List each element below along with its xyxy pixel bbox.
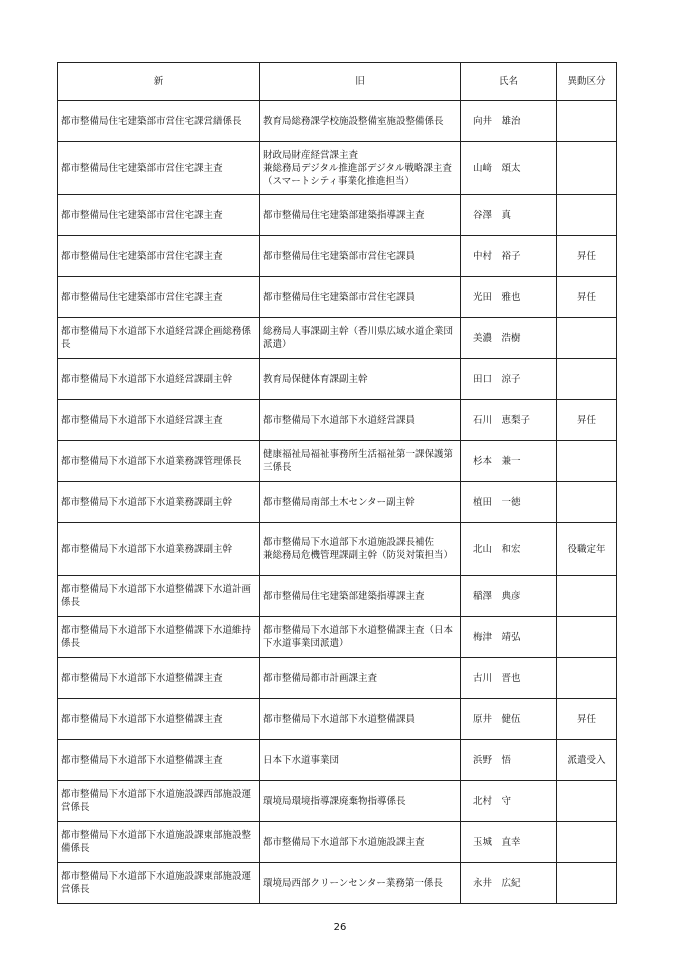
new-position-cell: 都市整備局下水道部下水道整備課主査 — [58, 658, 260, 699]
transfer-type-cell: 昇任 — [557, 400, 617, 441]
new-position-cell: 都市整備局下水道部下水道整備課主査 — [58, 699, 260, 740]
new-position-cell: 都市整備局下水道部下水道施設課東部施設運営係長 — [58, 863, 260, 904]
old-position-cell: 都市整備局住宅建築部建築指導課主査 — [260, 576, 461, 617]
employee-name-cell: 田口 涼子 — [461, 359, 557, 400]
table-row — [58, 658, 617, 699]
new-position-cell: 都市整備局下水道部下水道整備課下水道計画係長 — [58, 576, 260, 617]
old-position-cell: 都市整備局住宅建築部市営住宅課員 — [260, 236, 461, 277]
table-row — [58, 441, 617, 482]
employee-name-cell: 谷澤 真 — [461, 195, 557, 236]
old-position-cell: 都市整備局住宅建築部市営住宅課員 — [260, 277, 461, 318]
table-body — [58, 101, 617, 904]
new-position-cell: 都市整備局住宅建築部市営住宅課主査 — [58, 142, 260, 195]
table-row — [58, 277, 617, 318]
transfer-type-cell: 昇任 — [557, 236, 617, 277]
old-position-cell: 教育局総務課学校施設整備室施設整備係長 — [260, 101, 461, 142]
new-position-cell: 都市整備局下水道部下水道経営課主査 — [58, 400, 260, 441]
table-row — [58, 142, 617, 195]
employee-name-cell: 北村 守 — [461, 781, 557, 822]
transfer-type-cell — [557, 359, 617, 400]
table-row — [58, 576, 617, 617]
table-row — [58, 236, 617, 277]
header-name: 氏名 — [461, 63, 557, 101]
table-row — [58, 740, 617, 781]
old-position-cell: 都市整備局下水道部下水道施設課主査 — [260, 822, 461, 863]
table-row — [58, 822, 617, 863]
employee-name-cell: 山﨑 頌太 — [461, 142, 557, 195]
table-row — [58, 400, 617, 441]
old-position-cell: 教育局保健体育課副主幹 — [260, 359, 461, 400]
employee-name-cell: 玉城 直幸 — [461, 822, 557, 863]
old-position-cell: 環境局環境指導課廃棄物指導係長 — [260, 781, 461, 822]
new-position-cell: 都市整備局下水道部下水道施設課東部施設整備係長 — [58, 822, 260, 863]
header-new: 新 — [58, 63, 260, 101]
old-position-cell: 都市整備局住宅建築部建築指導課主査 — [260, 195, 461, 236]
employee-name-cell: 植田 一徳 — [461, 482, 557, 523]
new-position-cell: 都市整備局下水道部下水道業務課副主幹 — [58, 482, 260, 523]
new-position-cell: 都市整備局住宅建築部市営住宅課営繕係長 — [58, 101, 260, 142]
new-position-cell: 都市整備局住宅建築部市営住宅課主査 — [58, 236, 260, 277]
new-position-cell: 都市整備局下水道部下水道業務課管理係長 — [58, 441, 260, 482]
transfer-type-cell — [557, 658, 617, 699]
transfer-type-cell — [557, 142, 617, 195]
employee-name-cell: 向井 雄治 — [461, 101, 557, 142]
personnel-transfer-table — [57, 62, 617, 904]
new-position-cell: 都市整備局下水道部下水道整備課主査 — [58, 740, 260, 781]
old-position-cell: 都市整備局下水道部下水道整備課員 — [260, 699, 461, 740]
transfer-type-cell — [557, 101, 617, 142]
table-row — [58, 781, 617, 822]
transfer-type-cell — [557, 441, 617, 482]
transfer-type-cell — [557, 822, 617, 863]
old-position-cell: 都市整備局下水道部下水道施設課長補佐 兼総務局危機管理課副主幹（防災対策担当） — [260, 523, 461, 576]
new-position-cell: 都市整備局下水道部下水道整備課下水道維持係長 — [58, 617, 260, 658]
table-row — [58, 318, 617, 359]
table-row — [58, 863, 617, 904]
old-position-cell: 都市整備局下水道部下水道経営課員 — [260, 400, 461, 441]
transfer-type-cell: 昇任 — [557, 699, 617, 740]
transfer-type-cell: 昇任 — [557, 277, 617, 318]
employee-name-cell: 石川 恵梨子 — [461, 400, 557, 441]
header-transfer-type: 異動区分 — [557, 63, 617, 101]
employee-name-cell: 梅津 靖弘 — [461, 617, 557, 658]
old-position-cell: 日本下水道事業団 — [260, 740, 461, 781]
old-position-cell: 総務局人事課副主幹（香川県広域水道企業団派遣） — [260, 318, 461, 359]
transfer-type-cell — [557, 863, 617, 904]
employee-name-cell: 杉本 兼一 — [461, 441, 557, 482]
header-old: 旧 — [260, 63, 461, 101]
table-row — [58, 617, 617, 658]
transfer-type-cell — [557, 482, 617, 523]
employee-name-cell: 中村 裕子 — [461, 236, 557, 277]
transfer-type-cell — [557, 576, 617, 617]
table-row — [58, 523, 617, 576]
employee-name-cell: 稲澤 典彦 — [461, 576, 557, 617]
transfer-type-cell — [557, 195, 617, 236]
transfer-type-cell — [557, 318, 617, 359]
old-position-cell: 都市整備局下水道部下水道整備課主査（日本下水道事業団派遣） — [260, 617, 461, 658]
new-position-cell: 都市整備局住宅建築部市営住宅課主査 — [58, 195, 260, 236]
new-position-cell: 都市整備局下水道部下水道経営課副主幹 — [58, 359, 260, 400]
new-position-cell: 都市整備局下水道部下水道施設課西部施設運営係長 — [58, 781, 260, 822]
employee-name-cell: 古川 晋也 — [461, 658, 557, 699]
transfer-type-cell — [557, 617, 617, 658]
transfer-type-cell: 役職定年 — [557, 523, 617, 576]
new-position-cell: 都市整備局下水道部下水道業務課副主幹 — [58, 523, 260, 576]
employee-name-cell: 北山 和宏 — [461, 523, 557, 576]
employee-name-cell: 美濃 浩樹 — [461, 318, 557, 359]
table-row — [58, 699, 617, 740]
table-row — [58, 101, 617, 142]
employee-name-cell: 永井 広紀 — [461, 863, 557, 904]
table-row — [58, 195, 617, 236]
page-number: 26 — [333, 922, 347, 933]
old-position-cell: 都市整備局都市計画課主査 — [260, 658, 461, 699]
table-row — [58, 482, 617, 523]
header-row — [58, 63, 617, 101]
transfer-type-cell — [557, 781, 617, 822]
transfer-type-cell: 派遣受入 — [557, 740, 617, 781]
employee-name-cell: 浜野 悟 — [461, 740, 557, 781]
old-position-cell: 財政局財産経営課主査 兼総務局デジタル推進部デジタル戦略課主査（スマートシティ事業化推進担当） — [260, 142, 461, 195]
old-position-cell: 環境局西部クリーンセンター業務第一係長 — [260, 863, 461, 904]
table-row — [58, 359, 617, 400]
new-position-cell: 都市整備局住宅建築部市営住宅課主査 — [58, 277, 260, 318]
employee-name-cell: 光田 雅也 — [461, 277, 557, 318]
old-position-cell: 都市整備局南部土木センター副主幹 — [260, 482, 461, 523]
new-position-cell: 都市整備局下水道部下水道経営課企画総務係長 — [58, 318, 260, 359]
personnel-table-container — [57, 62, 616, 904]
employee-name-cell: 原井 健伍 — [461, 699, 557, 740]
old-position-cell: 健康福祉局福祉事務所生活福祉第一課保護第三係長 — [260, 441, 461, 482]
